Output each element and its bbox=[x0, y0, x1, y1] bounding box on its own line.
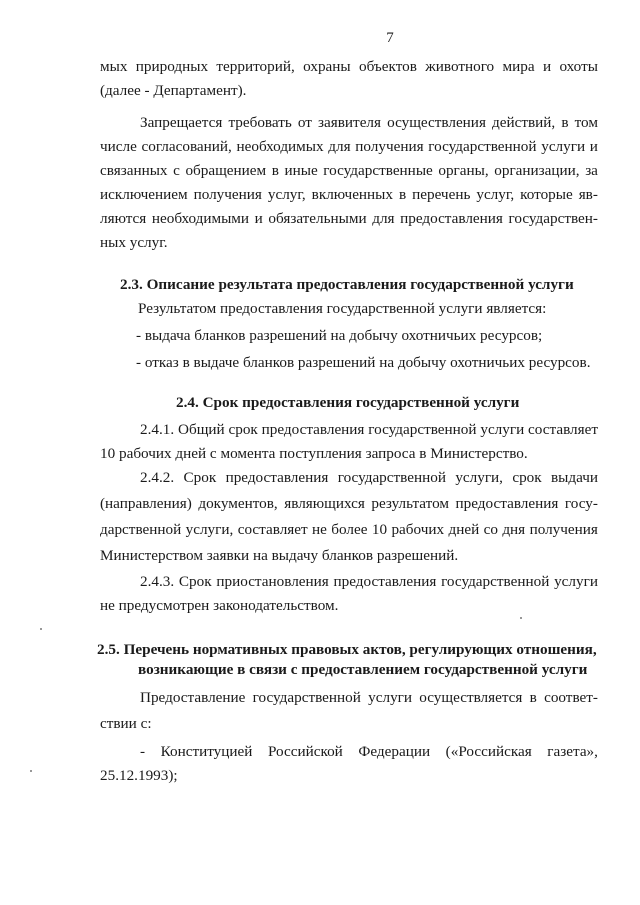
word: перечень bbox=[412, 186, 471, 203]
word: составляет bbox=[528, 421, 598, 438]
word: Срок bbox=[183, 469, 217, 486]
list-item bbox=[140, 742, 598, 762]
paragraph-line: (далее - Департамент). bbox=[100, 82, 247, 99]
word: предоставления bbox=[400, 210, 503, 227]
word: рабочих bbox=[391, 521, 445, 538]
word: для bbox=[372, 210, 395, 227]
word: организации, bbox=[494, 162, 580, 179]
word: услуги, bbox=[455, 469, 503, 486]
word: обязательными bbox=[268, 210, 367, 227]
word: газета», bbox=[547, 743, 598, 760]
word: которые bbox=[520, 186, 573, 203]
word: предоставления bbox=[455, 495, 559, 512]
word: госу- bbox=[564, 495, 598, 512]
word: заявителя bbox=[318, 114, 381, 131]
paragraph-line bbox=[140, 468, 598, 488]
word: охраны bbox=[303, 58, 351, 75]
paragraph-line bbox=[100, 494, 598, 514]
word: требовать bbox=[228, 114, 292, 131]
section-heading-2-5: 2.5. Перечень нормативных правовых актов, регулирующих отношения, bbox=[97, 641, 597, 658]
word: услуги bbox=[554, 573, 598, 590]
word: и bbox=[589, 138, 598, 155]
word: предоставления bbox=[225, 469, 329, 486]
page-number: 7 bbox=[386, 30, 394, 46]
word: получения bbox=[193, 186, 262, 203]
paragraph-line: не предусмотрен законодательством. bbox=[100, 597, 339, 614]
scan-speck bbox=[40, 628, 42, 630]
word: мых bbox=[100, 58, 128, 75]
paragraph-line: Министерством заявки на выдачу бланков разрешений. bbox=[100, 547, 459, 564]
paragraph-line bbox=[100, 209, 598, 229]
scan-speck bbox=[30, 770, 32, 772]
list-item: - выдача бланков разрешений на добычу охотничьих ресурсов; bbox=[136, 327, 543, 344]
word: услуги bbox=[480, 421, 525, 438]
word: срок bbox=[512, 469, 542, 486]
word: Общий bbox=[178, 421, 225, 438]
word: иные bbox=[284, 162, 318, 179]
word: предоставления bbox=[261, 421, 365, 438]
word: государственной bbox=[428, 138, 537, 155]
word: осуществления bbox=[387, 114, 486, 131]
paragraph-line bbox=[140, 688, 598, 708]
word: услуг, bbox=[476, 186, 515, 203]
word: (направления) bbox=[100, 495, 192, 512]
word: результатом bbox=[371, 495, 449, 512]
word: за bbox=[585, 162, 598, 179]
word: получения bbox=[529, 521, 598, 538]
scan-speck bbox=[520, 617, 522, 619]
word: 2.4.2. bbox=[140, 469, 175, 486]
word: осуществляется bbox=[419, 689, 523, 706]
word: государственные bbox=[323, 162, 433, 179]
word: предоставления bbox=[333, 573, 437, 590]
word: охоты bbox=[559, 58, 598, 75]
word: государственной bbox=[368, 421, 477, 438]
word: услуги bbox=[368, 689, 413, 706]
word: государствен- bbox=[508, 210, 598, 227]
list-item: 25.12.1993); bbox=[100, 767, 178, 784]
word: включенных bbox=[311, 186, 393, 203]
word: и bbox=[542, 58, 552, 75]
word: являющихся bbox=[284, 495, 365, 512]
word: в bbox=[529, 689, 537, 706]
word: необходимых bbox=[236, 138, 324, 155]
word: с bbox=[173, 162, 180, 179]
word: в bbox=[398, 186, 407, 203]
word: Российской bbox=[267, 743, 343, 760]
word: ляются bbox=[100, 210, 147, 227]
word: государственной bbox=[441, 573, 550, 590]
word: и bbox=[254, 210, 263, 227]
paragraph-line bbox=[100, 57, 598, 77]
word: государственной bbox=[337, 469, 446, 486]
word: не bbox=[312, 521, 327, 538]
word: услуги, bbox=[185, 521, 234, 538]
word: яв- bbox=[578, 186, 598, 203]
word: Предоставление bbox=[140, 689, 246, 706]
word: от bbox=[297, 114, 312, 131]
word: Срок bbox=[178, 573, 212, 590]
word: том bbox=[574, 114, 598, 131]
word: 10 bbox=[371, 521, 388, 538]
word: государственной bbox=[252, 689, 361, 706]
word: 2.4.3. bbox=[140, 573, 175, 590]
word: связанных bbox=[100, 162, 168, 179]
paragraph-line bbox=[100, 520, 598, 540]
word: выдачи bbox=[550, 469, 598, 486]
paragraph-line: ных услуг. bbox=[100, 234, 168, 251]
list-item: - отказ в выдаче бланков разрешений на добычу охотничьих ресурсов. bbox=[136, 354, 591, 371]
word: дней bbox=[448, 521, 480, 538]
word: для bbox=[328, 138, 351, 155]
word: услуги bbox=[541, 138, 586, 155]
word: мира bbox=[502, 58, 535, 75]
word: дня bbox=[502, 521, 526, 538]
word: Запрещается bbox=[140, 114, 223, 131]
word: действий, bbox=[492, 114, 556, 131]
word: природных bbox=[135, 58, 209, 75]
paragraph-line bbox=[140, 113, 598, 133]
word: животного bbox=[425, 58, 495, 75]
word: органы, bbox=[438, 162, 489, 179]
word: документов, bbox=[198, 495, 278, 512]
paragraph-line bbox=[100, 161, 598, 181]
paragraph-line bbox=[100, 185, 598, 205]
word: обращением bbox=[185, 162, 267, 179]
word: срок bbox=[228, 421, 258, 438]
word: дарственной bbox=[100, 521, 182, 538]
word: в bbox=[271, 162, 279, 179]
word: соответ- bbox=[544, 689, 598, 706]
section-heading-2-5-line2: возникающие в связи с предоставлением государственной услуги bbox=[138, 661, 588, 678]
word: («Российская bbox=[445, 743, 532, 760]
paragraph-line bbox=[140, 420, 598, 440]
word: Федерации bbox=[358, 743, 431, 760]
paragraph-line: 10 рабочих дней с момента поступления запроса в Министерство. bbox=[100, 445, 528, 462]
word: 2.4.1. bbox=[140, 421, 175, 438]
word: Конституцией bbox=[160, 743, 253, 760]
word: приостановления bbox=[216, 573, 329, 590]
word: со bbox=[483, 521, 498, 538]
section-heading-2-4: 2.4. Срок предоставления государственной услуги bbox=[176, 394, 520, 411]
paragraph-line: Результатом предоставления государственной услуги является: bbox=[138, 300, 547, 317]
word: - bbox=[140, 743, 146, 760]
section-heading-2-3: 2.3. Описание результата предоставления государственной услуги bbox=[120, 276, 574, 293]
word: объектов bbox=[358, 58, 417, 75]
word: получения bbox=[355, 138, 424, 155]
word: необходимыми bbox=[151, 210, 250, 227]
word: составляет bbox=[237, 521, 308, 538]
word: более bbox=[331, 521, 368, 538]
paragraph-line bbox=[100, 137, 598, 157]
word: услуг, bbox=[267, 186, 306, 203]
paragraph-line bbox=[140, 572, 598, 592]
word: числе bbox=[100, 138, 137, 155]
word: в bbox=[561, 114, 569, 131]
paragraph-line: ствии с: bbox=[100, 715, 152, 732]
word: исключением bbox=[100, 186, 188, 203]
word: согласований, bbox=[141, 138, 232, 155]
word: территорий, bbox=[216, 58, 295, 75]
